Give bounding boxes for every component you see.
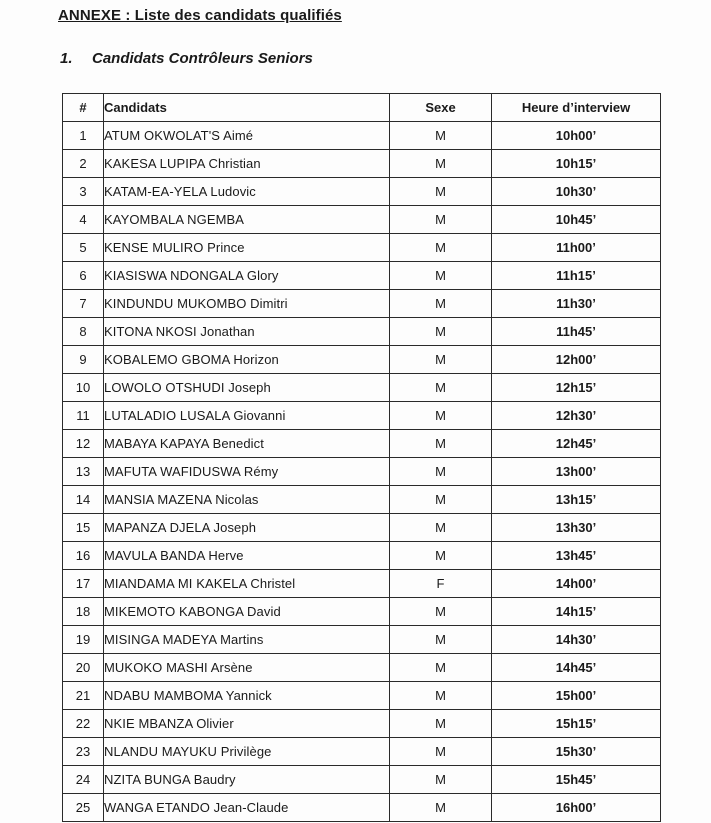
table-row xyxy=(63,178,661,206)
candidate-name: ATUM OKWOLAT'S Aimé xyxy=(104,122,390,150)
candidate-sex: M xyxy=(390,206,492,234)
candidate-sex: M xyxy=(390,486,492,514)
table-row xyxy=(63,794,661,822)
row-number: 1 xyxy=(63,122,104,150)
candidate-name: LOWOLO OTSHUDI Joseph xyxy=(104,374,390,402)
row-number: 20 xyxy=(63,654,104,682)
row-number: 10 xyxy=(63,374,104,402)
interview-time: 15h00’ xyxy=(492,682,661,710)
section-title: Candidats Contrôleurs Seniors xyxy=(92,50,313,67)
interview-time: 12h15’ xyxy=(492,374,661,402)
table-row xyxy=(63,570,661,598)
candidate-sex: M xyxy=(390,682,492,710)
candidate-sex: M xyxy=(390,346,492,374)
row-number: 11 xyxy=(63,402,104,430)
candidate-name: KATAM-EA-YELA Ludovic xyxy=(104,178,390,206)
table-header-row xyxy=(63,94,661,122)
section-number: 1. xyxy=(60,50,73,67)
candidate-sex: M xyxy=(390,626,492,654)
row-number: 21 xyxy=(63,682,104,710)
row-number: 4 xyxy=(63,206,104,234)
header-interview-time: Heure d’interview xyxy=(492,94,661,122)
interview-time: 12h45’ xyxy=(492,430,661,458)
candidate-sex: M xyxy=(390,318,492,346)
interview-time: 13h15’ xyxy=(492,486,661,514)
annex-title: ANNEXE : Liste des candidats qualifiés xyxy=(58,7,342,24)
row-number: 25 xyxy=(63,794,104,822)
candidate-name: NKIE MBANZA Olivier xyxy=(104,710,390,738)
candidate-name: MAVULA BANDA Herve xyxy=(104,542,390,570)
row-number: 18 xyxy=(63,598,104,626)
candidate-name: MAPANZA DJELA Joseph xyxy=(104,514,390,542)
table-row xyxy=(63,766,661,794)
row-number: 2 xyxy=(63,150,104,178)
header-candidates: Candidats xyxy=(104,94,390,122)
candidate-sex: M xyxy=(390,794,492,822)
candidate-sex: M xyxy=(390,262,492,290)
candidate-name: MIANDAMA MI KAKELA Christel xyxy=(104,570,390,598)
table-body xyxy=(63,122,661,822)
header-number: # xyxy=(63,94,104,122)
table-row xyxy=(63,598,661,626)
table-row xyxy=(63,262,661,290)
candidate-name: NDABU MAMBOMA Yannick xyxy=(104,682,390,710)
row-number: 9 xyxy=(63,346,104,374)
row-number: 6 xyxy=(63,262,104,290)
candidate-name: LUTALADIO LUSALA Giovanni xyxy=(104,402,390,430)
table-row xyxy=(63,430,661,458)
candidate-sex: F xyxy=(390,570,492,598)
interview-time: 14h00’ xyxy=(492,570,661,598)
candidate-sex: M xyxy=(390,710,492,738)
interview-time: 15h30’ xyxy=(492,738,661,766)
interview-time: 15h15’ xyxy=(492,710,661,738)
candidate-name: KAYOMBALA NGEMBA xyxy=(104,206,390,234)
row-number: 5 xyxy=(63,234,104,262)
row-number: 8 xyxy=(63,318,104,346)
candidate-sex: M xyxy=(390,178,492,206)
interview-time: 14h15’ xyxy=(492,598,661,626)
interview-time: 11h30’ xyxy=(492,290,661,318)
candidate-sex: M xyxy=(390,766,492,794)
candidate-name: MAFUTA WAFIDUSWA Rémy xyxy=(104,458,390,486)
table-row xyxy=(63,682,661,710)
table-row xyxy=(63,234,661,262)
candidate-name: MABAYA KAPAYA Benedict xyxy=(104,430,390,458)
candidate-name: KAKESA LUPIPA Christian xyxy=(104,150,390,178)
interview-time: 13h45’ xyxy=(492,542,661,570)
table-row xyxy=(63,402,661,430)
row-number: 14 xyxy=(63,486,104,514)
row-number: 7 xyxy=(63,290,104,318)
candidate-name: KINDUNDU MUKOMBO Dimitri xyxy=(104,290,390,318)
row-number: 3 xyxy=(63,178,104,206)
table-row xyxy=(63,458,661,486)
interview-time: 10h15’ xyxy=(492,150,661,178)
candidate-sex: M xyxy=(390,458,492,486)
interview-time: 15h45’ xyxy=(492,766,661,794)
candidate-sex: M xyxy=(390,738,492,766)
interview-time: 11h00’ xyxy=(492,234,661,262)
candidate-sex: M xyxy=(390,514,492,542)
candidate-sex: M xyxy=(390,122,492,150)
candidate-sex: M xyxy=(390,374,492,402)
table-row xyxy=(63,318,661,346)
row-number: 23 xyxy=(63,738,104,766)
interview-time: 13h30’ xyxy=(492,514,661,542)
table-row xyxy=(63,122,661,150)
row-number: 12 xyxy=(63,430,104,458)
interview-time: 11h45’ xyxy=(492,318,661,346)
header-sex: Sexe xyxy=(390,94,492,122)
interview-time: 10h45’ xyxy=(492,206,661,234)
table-row xyxy=(63,710,661,738)
candidate-sex: M xyxy=(390,598,492,626)
candidate-sex: M xyxy=(390,430,492,458)
section-heading xyxy=(60,50,313,67)
row-number: 16 xyxy=(63,542,104,570)
candidate-sex: M xyxy=(390,290,492,318)
interview-time: 14h30’ xyxy=(492,626,661,654)
candidate-name: KENSE MULIRO Prince xyxy=(104,234,390,262)
table-row xyxy=(63,514,661,542)
interview-time: 14h45’ xyxy=(492,654,661,682)
candidate-name: NLANDU MAYUKU Privilège xyxy=(104,738,390,766)
interview-time: 13h00’ xyxy=(492,458,661,486)
candidate-sex: M xyxy=(390,654,492,682)
candidate-sex: M xyxy=(390,542,492,570)
row-number: 22 xyxy=(63,710,104,738)
candidate-name: MANSIA MAZENA Nicolas xyxy=(104,486,390,514)
candidate-name: MUKOKO MASHI Arsène xyxy=(104,654,390,682)
interview-time: 12h00’ xyxy=(492,346,661,374)
table-row xyxy=(63,290,661,318)
table-row xyxy=(63,150,661,178)
interview-time: 11h15’ xyxy=(492,262,661,290)
candidate-name: NZITA BUNGA Baudry xyxy=(104,766,390,794)
table-row xyxy=(63,486,661,514)
candidate-name: WANGA ETANDO Jean-Claude xyxy=(104,794,390,822)
table-row xyxy=(63,346,661,374)
candidate-sex: M xyxy=(390,234,492,262)
table-row xyxy=(63,542,661,570)
table-row xyxy=(63,374,661,402)
row-number: 17 xyxy=(63,570,104,598)
table-row xyxy=(63,738,661,766)
table-row xyxy=(63,626,661,654)
interview-time: 12h30’ xyxy=(492,402,661,430)
interview-time: 10h30’ xyxy=(492,178,661,206)
candidate-name: KOBALEMO GBOMA Horizon xyxy=(104,346,390,374)
table-row xyxy=(63,206,661,234)
row-number: 13 xyxy=(63,458,104,486)
table-row xyxy=(63,654,661,682)
candidate-name: KIASISWA NDONGALA Glory xyxy=(104,262,390,290)
candidate-sex: M xyxy=(390,402,492,430)
row-number: 19 xyxy=(63,626,104,654)
candidate-name: MIKEMOTO KABONGA David xyxy=(104,598,390,626)
candidate-sex: M xyxy=(390,150,492,178)
row-number: 24 xyxy=(63,766,104,794)
candidate-name: MISINGA MADEYA Martins xyxy=(104,626,390,654)
interview-time: 10h00’ xyxy=(492,122,661,150)
interview-time: 16h00’ xyxy=(492,794,661,822)
candidate-name: KITONA NKOSI Jonathan xyxy=(104,318,390,346)
row-number: 15 xyxy=(63,514,104,542)
candidates-table xyxy=(62,93,661,822)
